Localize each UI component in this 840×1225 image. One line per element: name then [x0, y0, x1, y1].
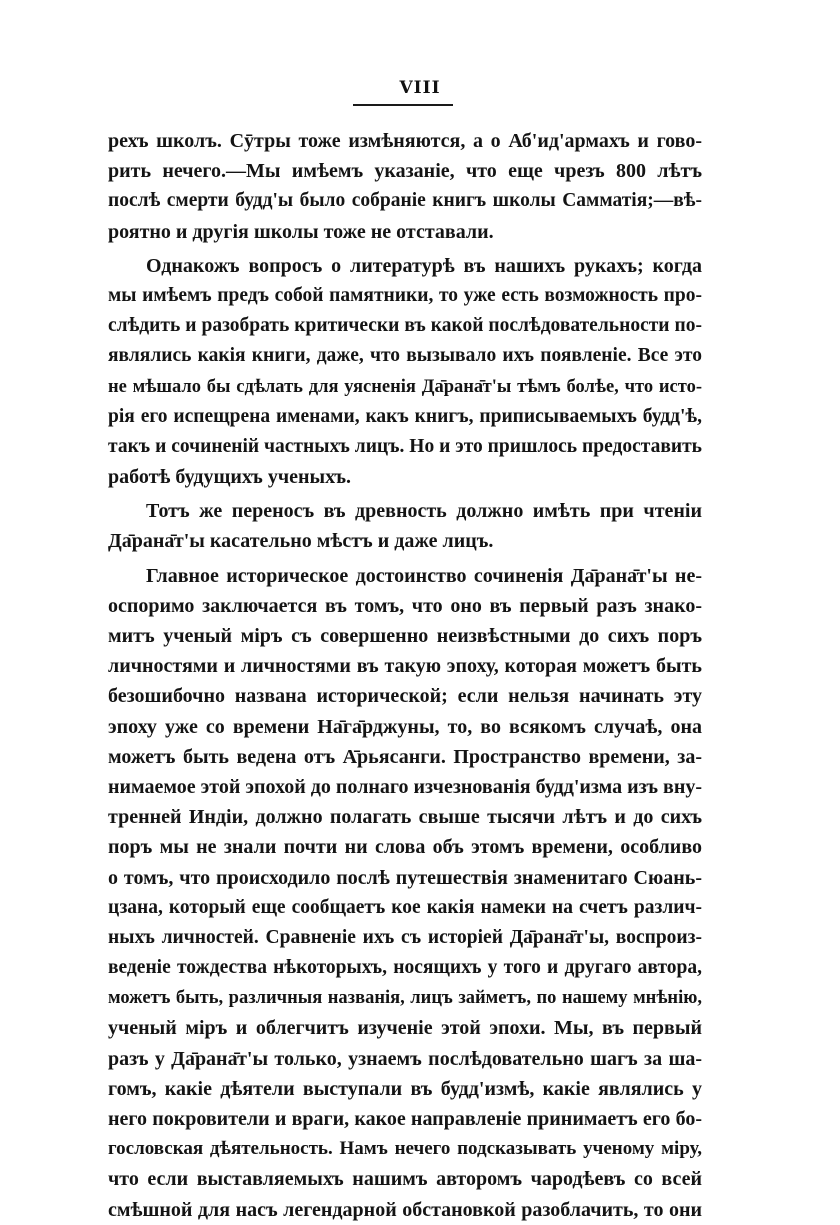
text-line: Однакожъ вопросъ о литературѣ въ нашихъ рукахъ; когда [146, 254, 702, 277]
text-line: слѣдить и разобрать критически въ какой послѣдовательности по- [108, 315, 702, 337]
text-line: безошибочно названа исторической; если нельзя начинать эту [108, 685, 702, 708]
text-line: эпоху уже со времени На̄га̄рджуны, то, во всякомъ случаѣ, она [108, 715, 702, 738]
text-line: можетъ быть, различныя названія, лицъ займетъ, по нашему мнѣнію, [108, 988, 702, 1009]
text-line: являлись какія книги, даже, что вызывало ихъ появленіе. Все это [108, 345, 702, 367]
text-line: поръ мы не знали почти ни слова объ этомъ времени, особливо [108, 836, 702, 859]
page-number: VIII [399, 78, 441, 98]
text-line: роятно и другія школы тоже не отставали. [108, 220, 494, 243]
text-line: о томъ, что происходило послѣ путешествія знаменитаго Сюань- [108, 866, 702, 889]
text-line: оспоримо заключается въ томъ, что оно въ первый разъ знако- [108, 594, 702, 617]
header-rule [353, 104, 453, 106]
text-line: рія его испещрена именами, какъ книгъ, приписываемыхъ будд'ѣ, [108, 405, 702, 427]
text-line: такъ и сочиненій частныхъ лицъ. Но и это пришлось предоставить [108, 435, 702, 457]
text-line: митъ ученый міръ съ совершенно неизвѣстными до сихъ поръ [108, 625, 702, 647]
text-line: рехъ школъ. Сӯтры тоже измѣняются, а о Аб'ид'армахъ и гово- [108, 130, 702, 152]
text-line: смѣшной для насъ легендарной обстановкой разоблачить, то они [108, 1198, 702, 1221]
text-body [108, 126, 702, 1225]
text-line: цзана, который еще сообщаетъ кое какія намеки на счетъ различ- [108, 896, 702, 918]
text-line: нимаемое этой эпохой до полнаго изчезнованія будд'изма изъ вну- [108, 775, 702, 798]
paragraph [108, 126, 702, 247]
text-line: тренней Индіи, должно полагать свыше тысячи лѣтъ и до сихъ [108, 806, 702, 829]
text-line: мы имѣемъ предъ собой памятники, то уже есть возможность про- [108, 284, 702, 306]
text-line: рить нечего.—Мы имѣемъ указаніе, что еще чрезъ 800 лѣтъ [108, 160, 702, 183]
paragraph [108, 251, 702, 493]
text-line: гомъ, какіе дѣятели выступали въ будд'измѣ, какіе являлись у [108, 1077, 702, 1100]
text-line: не мѣшало бы сдѣлать для уясненія Да̄рана̄т'ы тѣмъ болѣе, что исто- [108, 376, 702, 397]
text-line: Главное историческое достоинство сочиненія Да̄рана̄т'ы не- [146, 564, 702, 587]
text-line: ученый міръ и облегчитъ изученіе этой эпохи. Мы, въ первый [108, 1017, 702, 1040]
text-line: послѣ смерти будд'ы было собраніе книгъ школы Самматія;—вѣ- [108, 190, 702, 212]
text-line: разъ у Да̄рана̄т'ы только, узнаемъ послѣдовательно шагъ за ша- [108, 1047, 702, 1070]
text-line: гословская дѣятельность. Намъ нечего подсказывать ученому міру, [108, 1138, 702, 1160]
paragraph [108, 496, 702, 556]
text-line: Тотъ же переносъ въ древность должно имѣть при чтеніи [146, 500, 702, 523]
text-line: работѣ будущихъ ученыхъ. [108, 466, 352, 489]
paragraph [108, 561, 702, 1225]
text-line: веденіе тождества нѣкоторыхъ, носящихъ у того и другаго автора, [108, 957, 702, 979]
text-line: можетъ быть ведена отъ А̄рьясанги. Пространство времени, за- [108, 745, 702, 768]
text-line: что если выставляемыхъ нашимъ авторомъ чародѣевъ со всей [108, 1168, 702, 1191]
text-line: ныхъ личностей. Сравненіе ихъ съ исторіей Да̄рана̄т'ы, воспроиз- [108, 926, 702, 948]
text-line: Да̄рана̄т'ы касательно мѣстъ и даже лицъ. [108, 530, 494, 553]
text-line: него покровители и враги, какое направленіе принимаетъ его бо- [108, 1108, 702, 1130]
text-line: личностями и личностями въ такую эпоху, которая можетъ быть [108, 655, 702, 678]
